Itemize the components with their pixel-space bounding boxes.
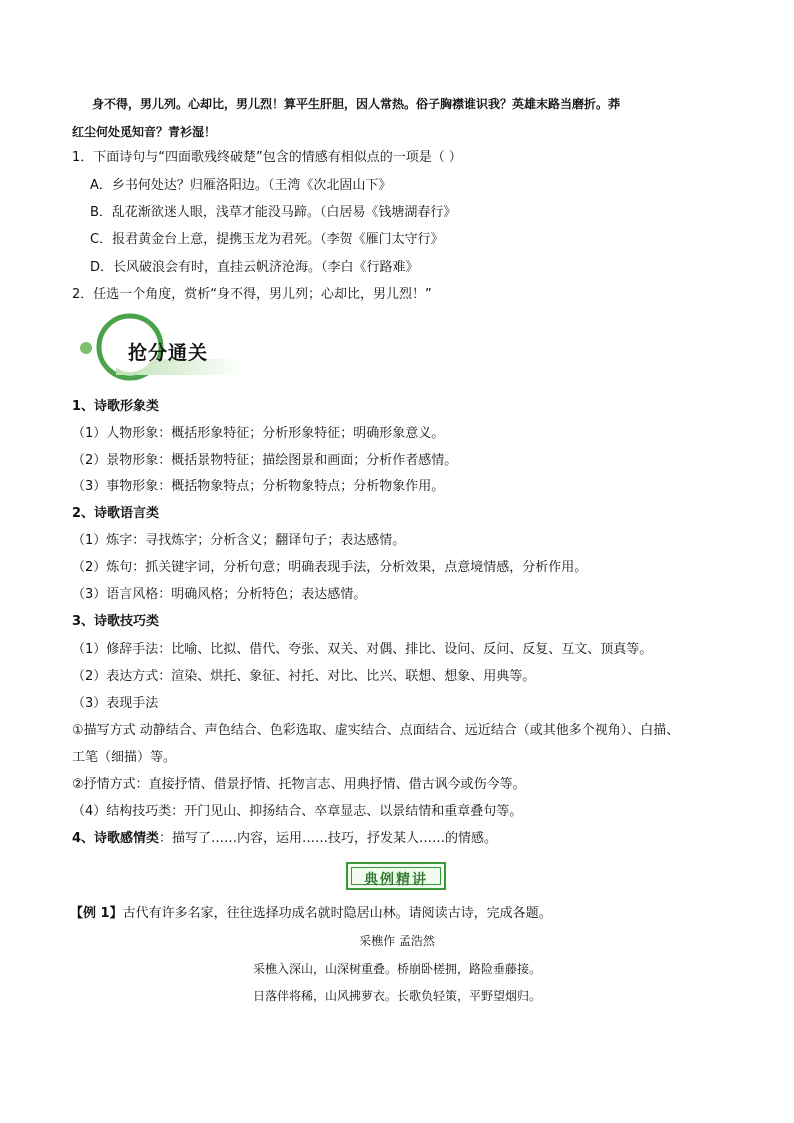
question-1-option-c: C．报君黄金台上意，提携玉龙为君死。（李贺《雁门太守行》 [90,232,444,247]
heading-poetry-technique: 3、诗歌技巧类 [72,614,160,629]
heading-poetry-emotion [72,830,497,848]
list-item: （3）表现手法 [72,696,159,711]
section-banner-title: 抢分通关 [128,342,209,364]
poem-line: 采樵入深山，山深树重叠。桥崩卧槎拥，路险垂藤接。 [252,962,541,976]
question-1-option-a: A．乡书何处达？归雁洛阳边。（王湾《次北固山下》 [90,178,392,193]
list-item: ①描写方式 动静结合、声色结合、色彩选取、虚实结合、点面结合、远近结合（或其他多个视角）、白描、 [72,723,680,738]
example-1-text: 古代有许多名家，往往选择功成名就时隐居山林。请阅读古诗，完成各题。 [122,906,552,921]
list-item: （1）炼字：寻找炼字；分析含义；翻译句子；表达感情。 [72,533,406,548]
question-1-option-d: D．长风破浪会有时，直挂云帆济沧海。（李白《行路难》 [90,260,419,275]
banner-small-dot [80,342,92,354]
example-box-title: 典例精讲 [364,872,428,888]
question-2: 2．任选一个角度，赏析“身不得，男儿列；心却比，男儿烈！” [72,287,432,302]
intro-poem-line-2: 红尘何处觅知音？青衫湿！ [72,125,217,139]
example-1 [70,905,552,923]
list-item: （1）人物形象：概括形象特征；分析形象特征；明确形象意义。 [72,426,445,441]
example-box [346,862,446,890]
list-item: （1）修辞手法：比喻、比拟、借代、夸张、双关、对偶、排比、设问、反问、反复、互文、顶真等。 [72,642,653,657]
heading-poetry-image: 1、诗歌形象类 [72,399,160,414]
example-1-label: 【例 1】 [70,906,123,921]
list-item: ②抒情方式：直接抒情、借景抒情、托物言志、用典抒情、借古讽今或伤今等。 [72,777,526,792]
question-1-stem: 1．下面诗句与“四面歌残终破楚”包含的情感有相似点的一项是（ ） [72,150,462,165]
list-item: （2）炼句：抓关键字词，分析句意；明确表现手法，分析效果，点意境情感，分析作用。 [72,560,588,575]
list-item: （3）语言风格：明确风格；分析特色；表达感情。 [72,587,367,602]
list-item: （4）结构技巧类：开门见山、抑扬结合、卒章显志、以景结情和重章叠句等。 [72,804,523,819]
poem-line: 日落伴将稀，山风拂萝衣。长歌负轻策，平野望烟归。 [252,989,541,1003]
list-item: （2）表达方式：渲染、烘托、象征、衬托、对比、比兴、联想、想象、用典等。 [72,669,536,684]
heading-poetry-emotion-label: 4、诗歌感情类 [72,831,160,846]
intro-poem-line-1: 身不得，男儿列。心却比，男儿烈！算平生肝胆，因人常热。俗子胸襟谁识我？英雄末路当磨折。莽 [92,97,621,111]
list-item: （2）景物形象：概括景物特征；描绘图景和画面；分析作者感情。 [72,453,458,468]
list-item: 工笔（细描）等。 [72,750,177,765]
heading-poetry-language: 2、诗歌语言类 [72,506,160,521]
poem-title: 采樵作 孟浩然 [359,934,435,948]
question-1-option-b: B．乱花渐欲迷人眼，浅草才能没马蹄。（白居易《钱塘湖春行》 [90,205,457,220]
heading-poetry-emotion-text: ：描写了……内容，运用……技巧，抒发某人……的情感。 [159,831,498,846]
list-item: （3）事物形象：概括物象特点；分析物象特点；分析物象作用。 [72,479,445,494]
